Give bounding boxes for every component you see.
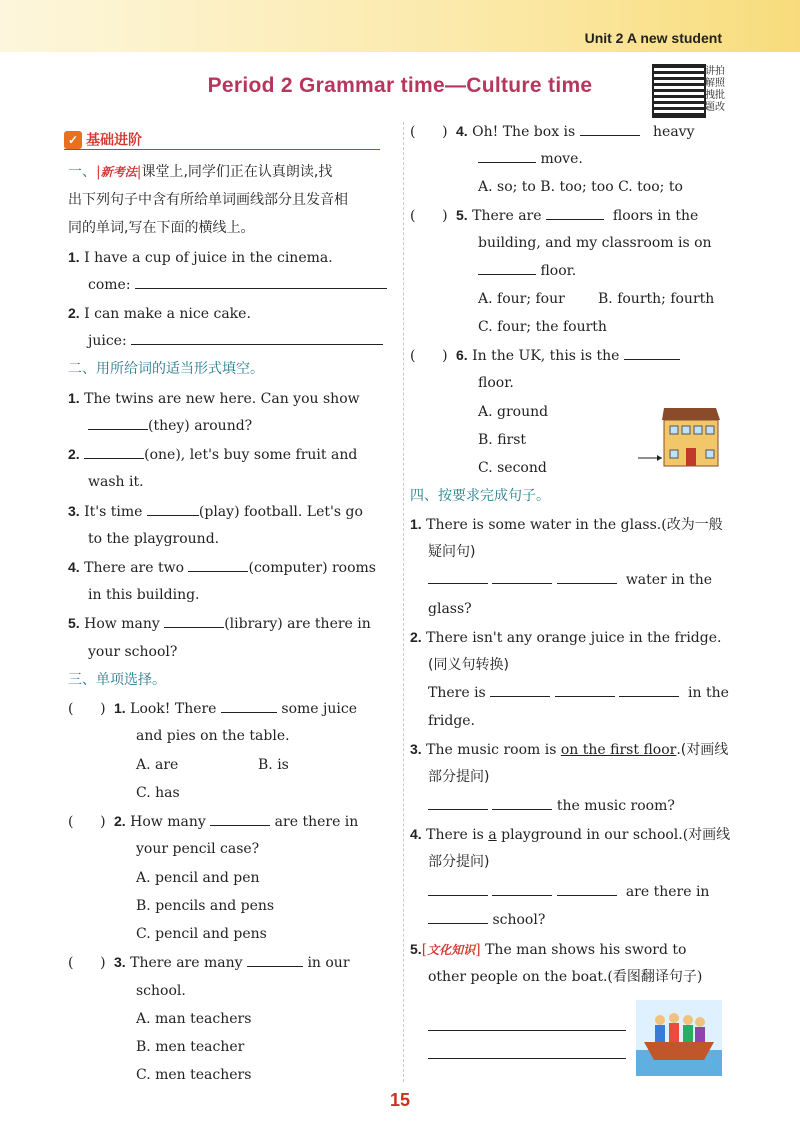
page-number: 15: [389, 1090, 411, 1110]
part2-q1: 1. The twins are new here. Can you show: [68, 390, 360, 407]
part3-q6: ( ) 6. In the UK, this is the: [410, 341, 680, 370]
part4-q5-cont: other people on the boat.(看图翻译句子): [428, 969, 703, 985]
part4-q1-cont: 疑问句): [428, 544, 476, 560]
answer-blank[interactable]: [624, 343, 680, 360]
part2-q4-cont: in this building.: [88, 587, 200, 603]
part3-q6-cont: floor.: [478, 375, 514, 391]
answer-blank[interactable]: [164, 611, 224, 628]
part2-q2: 2. (one), let's buy some fruit and: [68, 440, 357, 469]
underlined-phrase: a: [488, 827, 497, 843]
section-underline: [64, 149, 380, 150]
answer-blank[interactable]: [490, 680, 550, 697]
part4-q1-answer: water in the: [428, 566, 712, 594]
answer-blank[interactable]: [428, 567, 488, 584]
part3-q6-opt-c[interactable]: C. second: [478, 460, 547, 476]
answer-blank[interactable]: [546, 203, 604, 220]
part3-q1-cont: and pies on the table.: [136, 728, 290, 744]
part3-q2-opt-a[interactable]: A. pencil and pen: [136, 870, 260, 886]
answer-blank[interactable]: [221, 696, 277, 713]
answer-blank[interactable]: [88, 413, 148, 430]
part2-q5: 5. How many (library) are there in: [68, 609, 371, 638]
part2-q3: 3. It's time (play) football. Let's go: [68, 497, 363, 526]
answer-paren[interactable]: ( ): [410, 208, 448, 224]
part4-q4: 4. There is a playground in our school.(对画线: [410, 826, 731, 843]
answer-blank[interactable]: [131, 328, 383, 345]
part3-q3: ( ) 3. There are many in our: [68, 948, 350, 977]
answer-paren[interactable]: ( ): [68, 814, 106, 830]
answer-blank[interactable]: [428, 879, 488, 896]
part3-q1: ( ) 1. Look! There some juice: [68, 694, 357, 723]
part3-q4-options[interactable]: A. so; to B. too; too C. too; to: [478, 179, 683, 195]
answer-blank[interactable]: [555, 680, 615, 697]
flag-icon: ✓: [64, 131, 82, 149]
part4-q5: 5.[文化知识] The man shows his sword to: [410, 941, 687, 958]
part2-q2-cont: wash it.: [88, 474, 144, 490]
part2-q3-cont: to the playground.: [88, 531, 220, 547]
part2-q4: 4. There are two (computer) rooms: [68, 553, 376, 582]
qr-code-icon[interactable]: [652, 64, 706, 118]
answer-paren[interactable]: ( ): [68, 701, 106, 717]
part3-q4-cont: move.: [478, 145, 583, 173]
answer-blank[interactable]: [135, 272, 387, 289]
part4-q4-cont: 部分提问): [428, 854, 490, 870]
part1-heading-line2: 出下列句子中含有所给单词画线部分且发音相: [68, 192, 348, 208]
part3-q5-opt-a[interactable]: A. four; four: [478, 291, 565, 307]
part1-heading: 一、|新考法|课堂上,同学们正在认真朗读,找: [68, 164, 333, 180]
column-divider: [403, 122, 404, 1082]
boat-illustration: [636, 1000, 722, 1076]
part3-q3-opt-c[interactable]: C. men teachers: [136, 1067, 252, 1083]
answer-blank[interactable]: [247, 950, 303, 967]
answer-paren[interactable]: ( ): [68, 955, 106, 971]
part2-q5-cont: your school?: [88, 644, 178, 660]
part3-q4: ( ) 4. Oh! The box is heavy: [410, 117, 694, 146]
answer-blank[interactable]: [557, 879, 617, 896]
part1-q1: 1. I have a cup of juice in the cinema.: [68, 249, 333, 266]
part3-q2-cont: your pencil case?: [136, 841, 260, 857]
answer-blank[interactable]: [147, 499, 199, 516]
underlined-phrase: on the first floor: [560, 742, 677, 758]
part4-q1-cont2: glass?: [428, 601, 472, 617]
part3-q2-opt-b[interactable]: B. pencils and pens: [136, 898, 275, 914]
part3-q5-opt-c[interactable]: C. four; the fourth: [478, 319, 607, 335]
part1-heading-line3: 同的单词,写在下面的横线上。: [68, 220, 255, 236]
answer-blank[interactable]: [619, 680, 679, 697]
part3-q3-opt-b[interactable]: B. men teacher: [136, 1039, 245, 1055]
house-illustration: [636, 404, 722, 470]
part3-q1-opt-a[interactable]: A. are: [136, 757, 179, 773]
part4-heading: 四、按要求完成句子。: [410, 488, 550, 504]
answer-paren[interactable]: ( ): [410, 348, 448, 364]
part3-q6-opt-b[interactable]: B. first: [478, 432, 527, 448]
part4-q3-answer: the music room?: [428, 792, 675, 820]
qr-caption: 讲拍解照拽批题改: [705, 66, 725, 113]
part4-q3: 3. The music room is on the first floor.(对画线: [410, 741, 729, 758]
part2-heading: 二、用所给词的适当形式填空。: [68, 361, 264, 377]
answer-blank[interactable]: [84, 442, 144, 459]
part3-q5-opt-b[interactable]: B. fourth; fourth: [598, 291, 715, 307]
answer-blank[interactable]: [210, 809, 270, 826]
part4-q2-cont: (同义句转换): [428, 657, 509, 673]
answer-line[interactable]: [428, 1058, 626, 1059]
answer-line[interactable]: [428, 1030, 626, 1031]
part3-q6-opt-a[interactable]: A. ground: [478, 404, 549, 420]
part1-q2-answer: juice:: [88, 327, 383, 355]
answer-blank[interactable]: [492, 793, 552, 810]
answer-blank[interactable]: [492, 879, 552, 896]
part4-q2-cont2: fridge.: [428, 713, 476, 729]
answer-blank[interactable]: [428, 793, 488, 810]
part3-heading: 三、单项选择。: [68, 672, 166, 688]
answer-blank[interactable]: [557, 567, 617, 584]
part3-q5-cont2: floor.: [478, 257, 576, 285]
section-label: 基础进阶: [86, 132, 142, 149]
part3-q3-opt-a[interactable]: A. man teachers: [136, 1011, 252, 1027]
answer-blank[interactable]: [428, 907, 488, 924]
part4-q3-cont: 部分提问): [428, 769, 490, 785]
part1-q1-answer: come:: [88, 271, 387, 299]
part3-q1-opt-c[interactable]: C. has: [136, 785, 180, 801]
answer-blank[interactable]: [580, 119, 640, 136]
answer-paren[interactable]: ( ): [410, 124, 448, 140]
culture-tag: 文化知识: [427, 943, 476, 957]
part3-q1-opt-b[interactable]: B. is: [258, 757, 289, 773]
unit-label: Unit 2 A new student: [584, 30, 722, 46]
part4-q1: 1. There is some water in the glass.(改为一般: [410, 516, 723, 533]
part3-q5-cont: building, and my classroom is on: [478, 235, 712, 251]
part3-q5: ( ) 5. There are floors in the: [410, 201, 698, 230]
part4-q4-answer: are there in: [428, 878, 709, 906]
part2-q1-cont: (they) around?: [88, 412, 252, 440]
part3-q2: ( ) 2. How many are there in: [68, 807, 358, 836]
answer-blank[interactable]: [188, 555, 248, 572]
part4-q2: 2. There isn't any orange juice in the fridge.: [410, 629, 722, 646]
part3-q3-cont: school.: [136, 983, 186, 999]
page-title: Period 2 Grammar time—Culture time: [207, 74, 593, 97]
part1-q2: 2. I can make a nice cake.: [68, 305, 251, 322]
part3-q2-opt-c[interactable]: C. pencil and pens: [136, 926, 267, 942]
answer-blank[interactable]: [478, 146, 536, 163]
new-method-tag: 新考法: [100, 165, 137, 179]
part4-q4-cont2: school?: [428, 906, 545, 934]
answer-blank[interactable]: [478, 258, 536, 275]
section-header: [64, 129, 142, 150]
answer-blank[interactable]: [492, 567, 552, 584]
part4-q2-answer: There is in the: [428, 679, 729, 707]
